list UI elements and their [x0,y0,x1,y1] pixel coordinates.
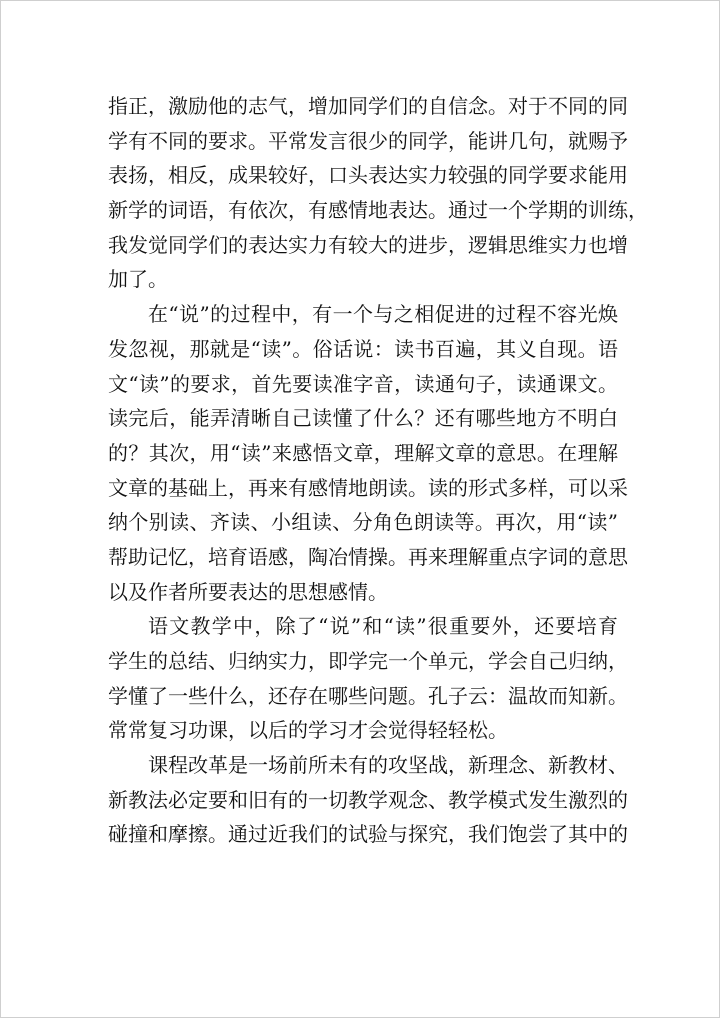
paragraph [108,297,628,609]
text-line: 表扬，相反，成果较好，口头表达实力较强的同学要求能用 [108,163,628,188]
text-line: 碰撞和摩擦。通过近我们的试验与探究，我们饱尝了其中的 [108,822,628,847]
text-line: 在“说”的过程中，有一个与之相促进的过程不容光焕 [148,302,618,327]
paragraph [108,748,628,852]
text-line: 我发觉同学们的表达实力有较大的进步，逻辑思维实力也增 [108,232,628,257]
text-line: 常常复习功课，以后的学习才会觉得轻轻松。 [108,718,508,743]
paragraph [108,609,628,748]
text-line: 语文教学中，除了“说”和“读”很重要外，还要培育 [148,614,618,639]
text-line: 指正，激励他的志气，增加同学们的自信念。对于不同的同 [108,94,628,118]
text-line: 文章的基础上，再来有感情地朗读。读的形式多样，可以采 [108,475,628,500]
text-line: 新教法必定要和旧有的一切教学观念、教学模式发生激烈的 [108,787,628,812]
text-line: 读完后，能弄清晰自己读懂了什么？还有哪些地方不明白 [108,406,618,431]
paragraph [108,89,648,297]
text-line: 发忽视，那就是“读”。俗话说：读书百遍，其义自现。语 [108,336,618,361]
text-line: 学生的总结、归纳实力，即学完一个单元，学会自己归纳， [108,649,628,673]
text-line: 加了。 [108,267,168,292]
text-line: 课程改革是一场前所未有的攻坚战，新理念、新教材、 [148,753,628,778]
text-line: 的？其次，用“读”来感悟文章，理解文章的意思。在理解 [108,440,618,465]
text-line: 以及作者所要表达的思想感情。 [108,579,388,604]
text-line: 学懂了一些什么，还存在哪些问题。孔子云：温故而知新。 [108,683,628,708]
document-body [108,89,648,852]
text-line: 帮助记忆，培育语感，陶冶情操。再来理解重点字词的意思 [108,544,628,569]
text-line: 文“读”的要求，首先要读准字音，读通句子，读通课文。 [108,371,618,396]
text-line: 纳个别读、齐读、小组读、分角色朗读等。再次，用“读” [108,510,618,535]
text-line: 学有不同的要求。平常发言很少的同学，能讲几句，就赐予 [108,128,628,153]
text-line: 新学的词语，有依次，有感情地表达。通过一个学期的训练， [108,198,648,223]
